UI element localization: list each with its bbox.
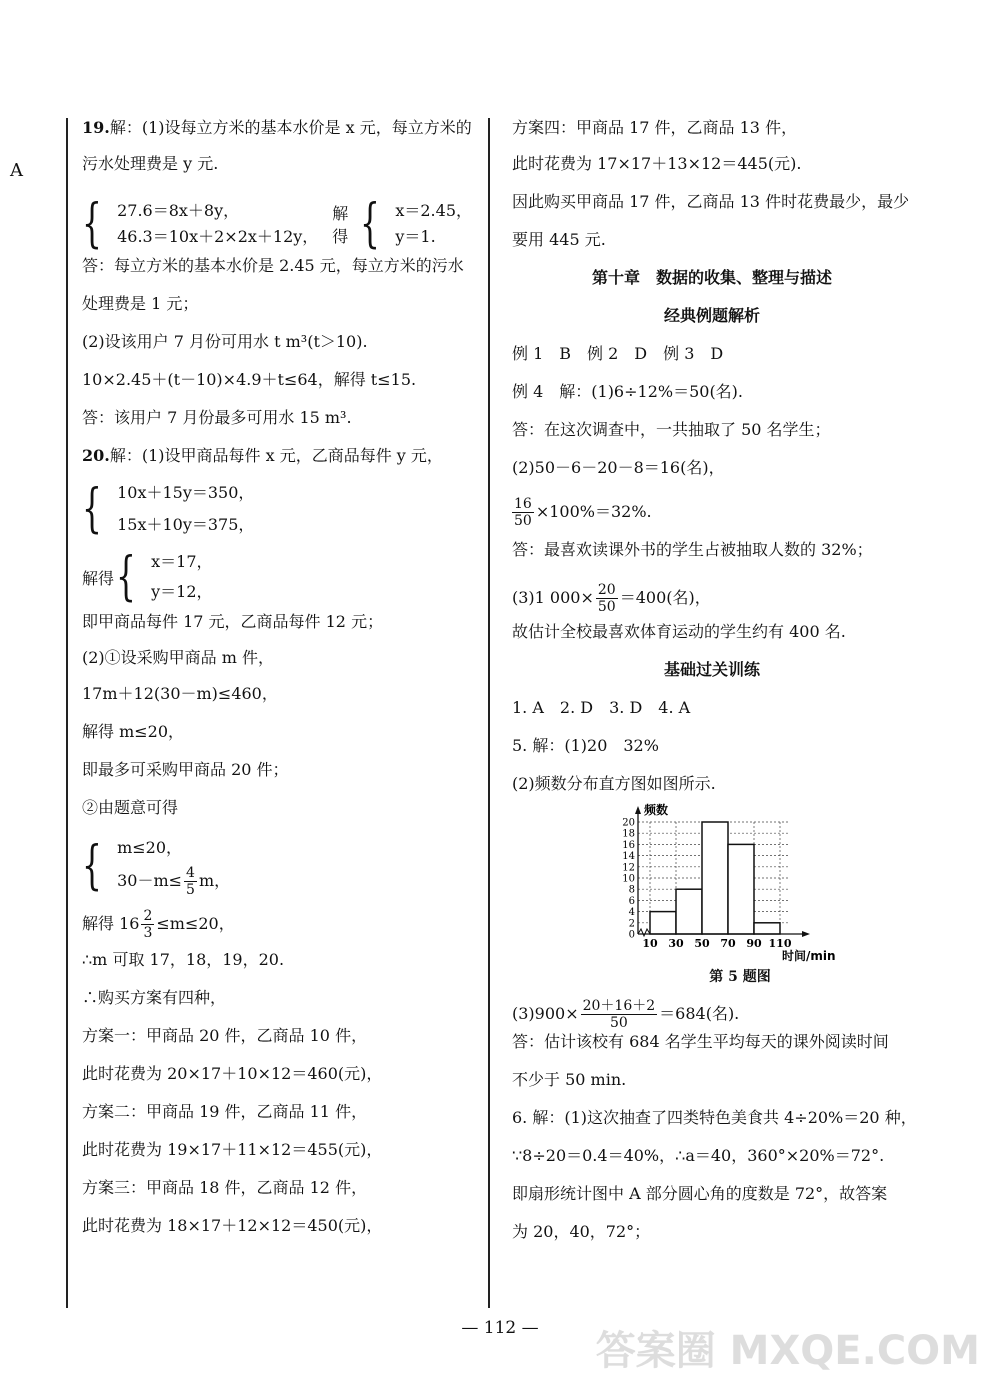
- y-tick-label: 20: [622, 817, 635, 829]
- conclusion-line2: 要用 445 元.: [512, 230, 606, 249]
- q19-answer2: 处理费是 1 元；: [82, 294, 199, 313]
- section-classic-examples: 经典例题解析: [663, 306, 760, 325]
- left-column: [82, 118, 472, 1246]
- q6-line3: 即扇形统计图中 A 部分圆心角的度数是 72°，故答案: [512, 1184, 888, 1203]
- y-tick-label: 2: [628, 918, 635, 930]
- y-axis-arrow: [635, 806, 641, 814]
- q20-line11: 此时花费为 20×17＋10×12＝460(元)，: [82, 1064, 383, 1083]
- q5-part2: (2)频数分布直方图如图所示.: [512, 774, 716, 793]
- x-tick-label: 30: [668, 937, 684, 950]
- plan-four-cost: 此时花费为 17×17＋13×12＝445(元).: [512, 154, 802, 173]
- example4-answer1: 答：在这次调查中，一共抽取了 50 名学生；: [512, 420, 831, 439]
- y-tick-label: 10: [622, 873, 635, 885]
- conclusion-line1: 因此购买甲商品 17 件，乙商品 13 件时花费最少，最少: [512, 192, 910, 211]
- q20-system: { 10x＋15y＝350， 15x＋10y＝375，: [82, 479, 255, 539]
- q6-line2: ∵8÷20＝0.4＝40%，∴a＝40，360°×20%＝72°.: [512, 1146, 885, 1165]
- q20-solution: 解得 { x＝17， y＝12，: [82, 547, 213, 607]
- q20-line9: ∴购买方案有四种，: [82, 988, 227, 1007]
- q20-line8: ∴m 可取 17，18，19，20.: [82, 950, 285, 969]
- q20-line7: ②由题意可得: [82, 798, 179, 817]
- y-tick-label: 8: [628, 884, 635, 896]
- example4-part3: (3)1 000× $\frac{20}{50}$ ＝400(名)，: [512, 582, 711, 615]
- plan-four: 方案四：甲商品 17 件，乙商品 13 件，: [512, 118, 798, 137]
- figure-caption: 第 5 题图: [709, 969, 771, 985]
- y-tick-label: 6: [628, 895, 635, 907]
- x-axis-label: 时间/min: [782, 949, 836, 963]
- q5-answer2: 不少于 50 min.: [512, 1070, 627, 1089]
- histogram-figure: [608, 802, 912, 986]
- q20-line1: 20.解：(1)设甲商品每件 x 元，乙商品每件 y 元，: [82, 446, 443, 465]
- y-tick-label: 4: [628, 907, 635, 919]
- y-tick-label: 14: [622, 851, 635, 863]
- q20-inequality-system: { m≤20， 30－m≤ $\frac{4}{5}$ m，: [82, 836, 231, 898]
- watermark-logo: 答案圈 MXQE.COM: [595, 1328, 980, 1374]
- q19-system: { 27.6＝8x＋8y， 46.3＝10x＋2×2x＋12y， 解得 { x＝2.45， y＝1.: [82, 194, 472, 254]
- y-tick-label: 12: [622, 862, 635, 874]
- q20-line14: 方案三：甲商品 18 件，乙商品 12 件，: [82, 1178, 368, 1197]
- histogram-bar: [728, 844, 754, 934]
- q20-line5: 解得 m≤20，: [82, 722, 185, 741]
- q19-part2c: 答：该用户 7 月份最多可用水 15 m³.: [82, 408, 352, 427]
- q20-line13: 此时花费为 19×17＋11×12＝455(元)，: [82, 1140, 383, 1159]
- section-basic-training: 基础过关训练: [663, 660, 760, 679]
- q5-part3: (3)900× $\frac{20+16+2}{50}$ ＝684(名).: [512, 998, 740, 1031]
- y-tick-label: 0: [628, 929, 635, 941]
- y-tick-label: 16: [622, 839, 635, 851]
- example4-line1: 例 4 解：(1)6÷12%＝50(名).: [512, 382, 744, 401]
- q19-answer1: 答：每立方米的基本水价是 2.45 元，每立方米的污水: [82, 256, 464, 275]
- examples-1-3: 例 1 B 例 2 D 例 3 D: [512, 344, 724, 363]
- example4-fraction: $\frac{16}{50}$ ×100%＝32%.: [514, 496, 652, 529]
- chapter-title: 第十章 数据的收集、整理与描述: [591, 268, 832, 287]
- x-tick-label: 110: [768, 937, 792, 950]
- x-tick-label: 90: [746, 937, 762, 950]
- q19-line2: 污水处理费是 y 元.: [82, 154, 219, 173]
- q20-line10: 方案一：甲商品 20 件，乙商品 10 件，: [82, 1026, 368, 1045]
- example4-answer2: 答：最喜欢读课外书的学生占被抽取人数的 32%；: [512, 540, 873, 559]
- q20-line15: 此时花费为 18×17＋12×12＝450(元)，: [82, 1216, 383, 1235]
- q5-answer1: 答：估计该校有 684 名学生平均每天的课外阅读时间: [512, 1032, 889, 1051]
- column-divider: [488, 118, 490, 1308]
- histogram-bar: [676, 889, 702, 934]
- histogram-chart: [608, 802, 836, 963]
- histogram-bar: [702, 822, 728, 934]
- margin-letter: A: [10, 160, 23, 181]
- q20-line4: 17m＋12(30－m)≤460，: [82, 684, 278, 703]
- y-tick-label: 18: [622, 828, 635, 840]
- x-tick-label: 70: [720, 937, 736, 950]
- q6-line4: 为 20，40，72°；: [512, 1222, 651, 1241]
- x-tick-label: 10: [642, 937, 658, 950]
- q19-part2b: 10×2.45＋(t－10)×4.9＋t≤64，解得 t≤15.: [82, 370, 417, 389]
- q20-line12: 方案二：甲商品 19 件，乙商品 11 件，: [82, 1102, 368, 1121]
- answers-1-4: 1. A 2. D 3. D 4. A: [512, 698, 691, 717]
- q6-line1: 6. 解：(1)这次抽查了四类特色美食共 4÷20%＝20 种，: [512, 1108, 917, 1127]
- q20-line2: 即甲商品每件 17 元，乙商品每件 12 元；: [82, 612, 384, 631]
- x-axis-arrow: [802, 931, 810, 937]
- left-rule: [66, 118, 68, 1308]
- q20-line3: (2)①设采购甲商品 m 件，: [82, 648, 275, 667]
- q19-part2: (2)设该用户 7 月份可用水 t m³(t＞10).: [82, 332, 368, 351]
- q19-line1: 19.解：(1)设每立方米的基本水价是 x 元，每立方米的: [82, 118, 472, 137]
- example4-part2: (2)50－6－20－8＝16(名)，: [512, 458, 725, 477]
- histogram-bar: [650, 912, 676, 934]
- x-tick-label: 50: [694, 937, 710, 950]
- axis-break: [638, 929, 650, 936]
- y-axis-label: 频数: [644, 803, 669, 817]
- q20-result: 解得 16 $\frac{2}{3}$ ≤m≤20，: [82, 908, 235, 941]
- right-column: [512, 118, 917, 1252]
- q5-part1: 5. 解：(1)20 32%: [512, 736, 659, 755]
- histogram-bar: [754, 923, 780, 934]
- q20-line6: 即最多可采购甲商品 20 件；: [82, 760, 289, 779]
- example4-answer3: 故估计全校最喜欢体育运动的学生约有 400 名.: [512, 622, 846, 641]
- page-number: — 112 —: [461, 1318, 539, 1338]
